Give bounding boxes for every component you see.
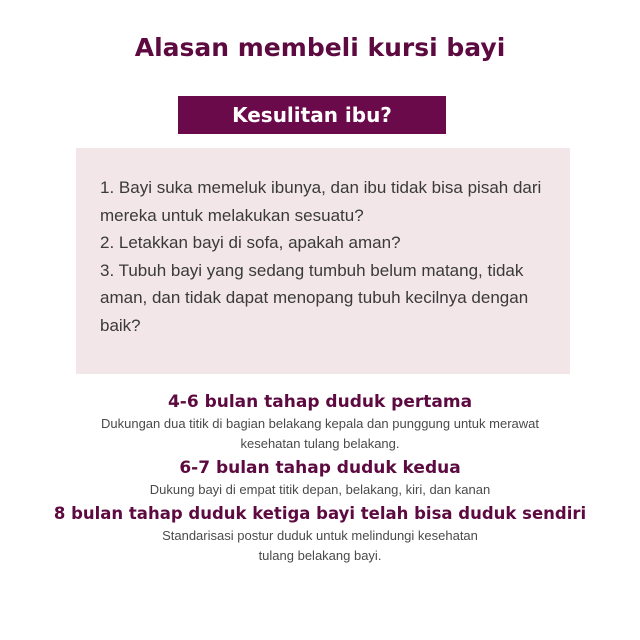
questions-list: [100, 174, 560, 339]
stage-1: [0, 390, 640, 454]
stage-3-heading: 8 bulan tahap duduk ketiga bayi telah bisa duduk sendiri: [53, 504, 587, 523]
stage-3-description: Standarisasi postur duduk untuk melindungi kesehatan tulang belakang bayi.: [162, 528, 478, 563]
stage-2-heading: 6-7 bulan tahap duduk kedua: [179, 458, 461, 478]
question-item-2: 2. Letakkan bayi di sofa, apakah aman?: [100, 233, 401, 252]
stage-1-heading: 4-6 bulan tahap duduk pertama: [167, 392, 473, 412]
questions-panel: [76, 148, 570, 374]
stage-2-description: Dukung bayi di empat titik depan, belakang, kiri, dan kanan: [149, 482, 491, 497]
sitting-stages: [0, 390, 640, 568]
question-item-3: 3. Tubuh bayi yang sedang tumbuh belum matang, tidak aman, dan tidak dapat menopang tubuh kecilnya dengan baik?: [100, 260, 529, 335]
page-title: Alasan membeli kursi bayi: [134, 33, 506, 62]
stage-3: [0, 502, 640, 566]
stage-1-description: Dukungan dua titik di bagian belakang kepala dan punggung untuk merawat kesehatan tulang belakang.: [101, 416, 539, 451]
subtitle-banner: Kesulitan ibu?: [178, 96, 446, 134]
question-item-1: 1. Bayi suka memeluk ibunya, dan ibu tidak bisa pisah dari mereka untuk melakukan sesuatu?: [100, 178, 542, 225]
stage-2: [0, 456, 640, 500]
